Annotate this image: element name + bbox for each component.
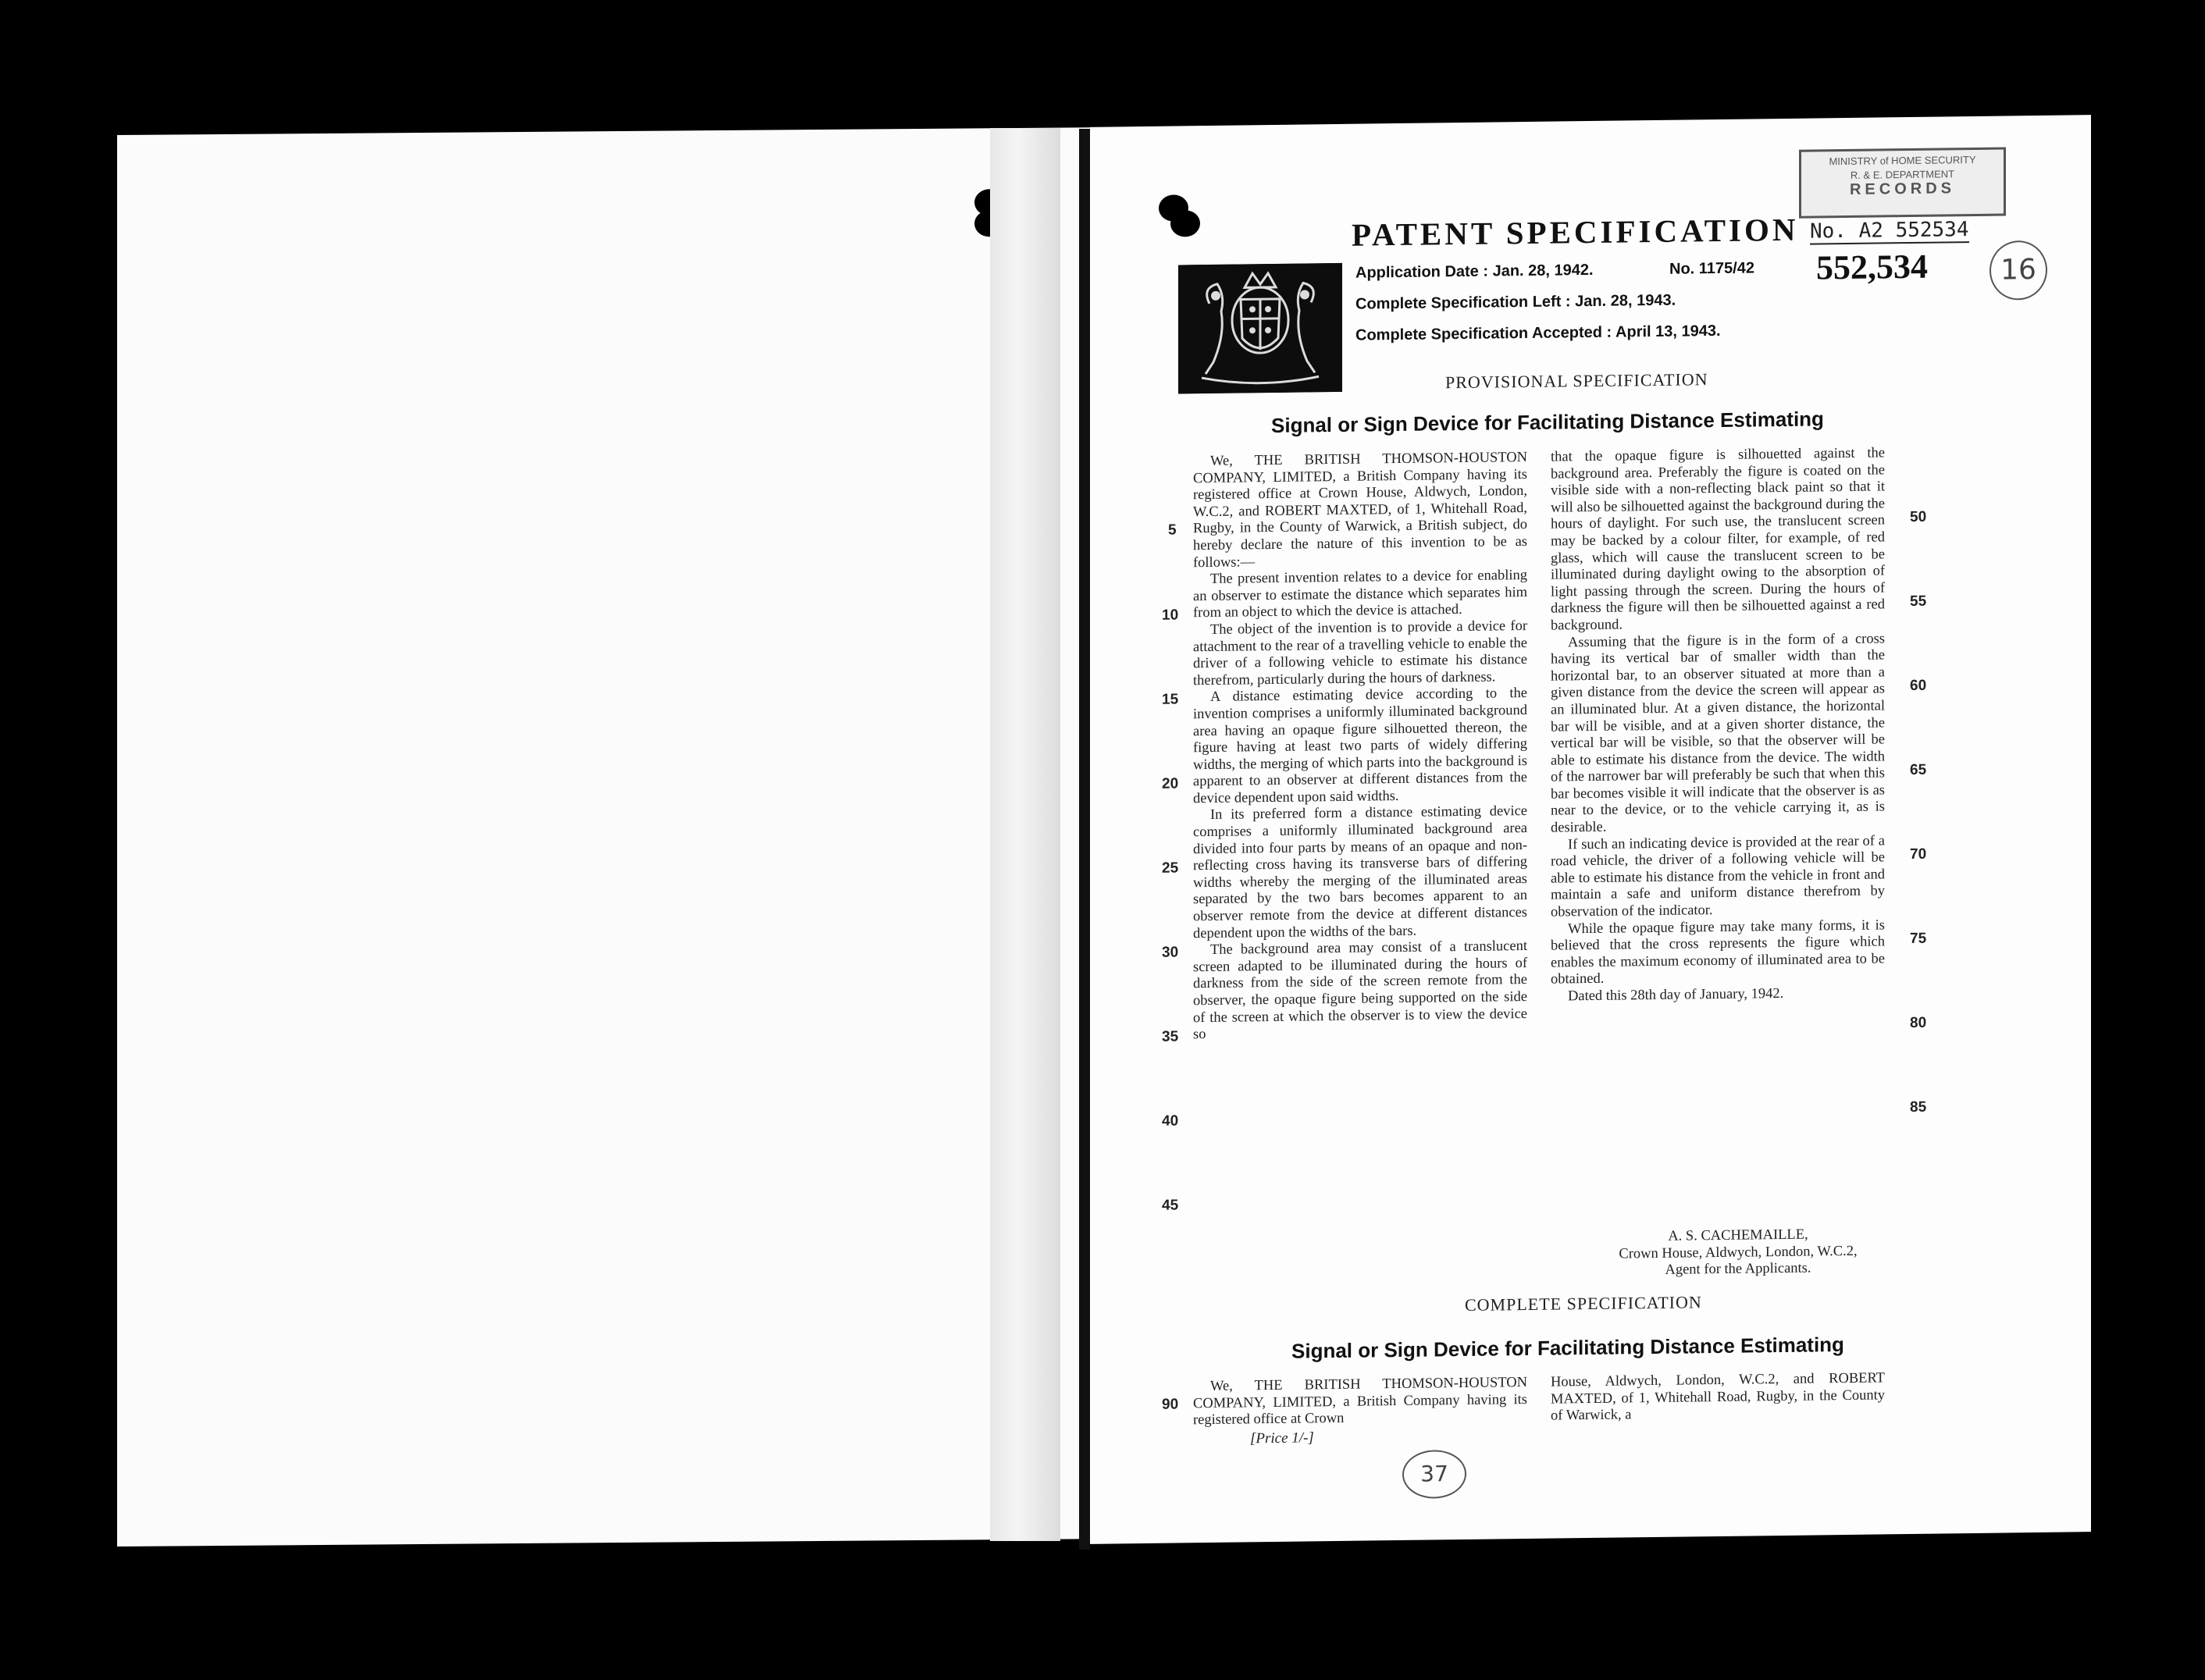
paragraph: We, THE BRITISH THOMSON-HOUSTON COMPANY, LIMITED, a British Company having its registered office at Crown [1193,1374,1527,1429]
paragraph: Assuming that the figure is in the form of a cross having its vertical bar of smaller width than the horizontal bar, to an observer situated at more than a given distance from the device the screen will appear as an illuminated blur. At a given distance, the horizontal bar will be visible, and at a given shorter distance, the vertical bar will be visible, so that the observer will be able to estimate his distance from the device. The width of the narrower bar will preferably be such that when this bar becomes visible it will indicate that the observer is as near to the device, or to the vehicle carrying it, as is desirable. [1551,630,1885,836]
complete-heading: COMPLETE SPECIFICATION [1465,1292,1702,1315]
left-blank-page [117,127,1120,1547]
paragraph: House, Aldwych, London, W.C.2, and ROBERT MAXTED, of 1, Whitehall Road, Rugby, in the County of Warwick, a [1551,1370,1885,1424]
handwritten-circle-16: 16 [1989,240,2047,301]
records-stamp [1799,148,2006,219]
line-number: 40 [1162,1112,1179,1130]
agent-signature [1574,1226,1902,1280]
paragraph: We, THE BRITISH THOMSON-HOUSTON COMPANY, LIMITED, a British Company having its registered office at Crown House, Aldwych, London, W.C.2, and ROBERT MAXTED, of 1, Whitehall Road, Rugby, in the County of Warwick, a British subject, do hereby declare the nature of this invention to be as follows:— [1193,449,1527,571]
line-number: 90 [1162,1396,1179,1413]
line-number: 85 [1910,1098,1927,1116]
provisional-heading: PROVISIONAL SPECIFICATION [1445,369,1708,393]
document-title: PATENT SPECIFICATION [1352,211,1799,253]
line-number: 70 [1910,845,1927,863]
patent-page [1090,115,2091,1544]
line-number: 75 [1910,930,1927,948]
provisional-left-column [1193,450,1527,1044]
handwritten-circle-37: 37 [1402,1450,1466,1499]
line-number: 55 [1910,593,1927,610]
patent-number: 552,534 [1816,247,1928,287]
line-number: 10 [1162,607,1179,624]
line-number: 15 [1162,691,1179,708]
complete-left-date: Complete Specification Left : Jan. 28, 1943. [1355,291,1676,313]
line-number: 5 [1168,521,1177,539]
line-number: 25 [1162,860,1179,877]
agent-role: Agent for the Applicants. [1665,1260,1811,1279]
page-fold-strip [990,128,1060,1541]
line-number: 20 [1162,775,1179,792]
stamp-line-1: MINISTRY of HOME SECURITY [1829,153,1976,168]
handwritten-number: No. A2 552534 [1810,218,1969,244]
punch-hole-bottom [1170,210,1200,237]
line-number: 80 [1910,1014,1927,1032]
line-number: 45 [1162,1197,1179,1214]
complete-left-column [1193,1375,1527,1429]
paragraph: The background area may consist of a translucent screen adapted to be illuminated during the hours of darkness from the side of the screen remote from the observer, the opaque figure being supported on the side of the screen at which the observer is to view the device so [1193,938,1527,1043]
paragraph: The object of the invention is to provide a device for attachment to the rear of a travelling vehicle to enable the driver of a following vehicle to estimate his distance therefrom, particularly during the hours of darkness. [1193,618,1527,689]
agent-name: A. S. CACHEMAILLE, [1668,1226,1808,1244]
complete-right-column [1551,1370,1885,1425]
paragraph: While the opaque figure may take many forms, it is believed that the cross represents the figure which enables the maximum economy of illuminated area to be obtained. [1551,917,1885,988]
line-number: 35 [1162,1028,1179,1045]
line-number: 50 [1910,508,1927,526]
application-date: Application Date : Jan. 28, 1942. [1355,261,1594,282]
line-number: 65 [1910,761,1927,779]
paragraph: that the opaque figure is silhouetted against the background area. Preferably the figure is coated on the visible side with a non-reflecting black paint so that it will also be silhouetted against the background during the hours of daylight. For such use, the translucent screen may be backed by a colour filter, for example, of red glass, which will cause the translucent screen to be illuminated during daylight owing to the absorption of light passing through the screen. During the hours of darkness the figure will then be silhouetted against a red background. [1551,445,1885,634]
price-label: [Price 1/-] [1250,1429,1314,1447]
paragraph: A distance estimating device according to the invention comprises a uniformly illuminated background area having an opaque figure silhouetted thereon, the figure having at least two parts of widely differing widths, the merging of which parts into the background is apparent to an observer at different distances from the device dependent upon said widths. [1193,685,1527,807]
royal-coat-of-arms-icon [1178,263,1342,394]
provisional-title: Signal or Sign Device for Facilitating Distance Estimating [1271,407,1824,437]
application-number: No. 1175/42 [1669,259,1754,278]
complete-accepted-date: Complete Specification Accepted : April 13, 1943. [1355,322,1721,344]
complete-title: Signal or Sign Device for Facilitating Distance Estimating [1291,1333,1844,1363]
book-gutter [1079,129,1090,1550]
stamp-line-2: R. & E. DEPARTMENT [1850,168,1955,181]
provisional-right-column [1551,445,1885,1006]
line-number: 30 [1162,944,1179,961]
date-line: Dated this 28th day of January, 1942. [1568,985,1784,1005]
stamp-line-3: RECORDS [1849,180,1955,198]
paragraph: In its preferred form a distance estimating device comprises a uniformly illuminated background area divided into four parts by means of an opaque and non-reflecting cross having its transverse bars of differing widths whereby the merging of the illuminated areas separated by the two bars becomes apparent to an observer remote from the device at different distances dependent upon the widths of the bars. [1193,803,1527,941]
paragraph: If such an indicating device is provided at the rear of a road vehicle, the driver of a following vehicle will be able to estimate his distance from the vehicle in front and maintain a safe and uniform distance therefrom by observation of the indicator. [1551,833,1885,920]
paragraph: The present invention relates to a device for enabling an observer to estimate the distance which separates him from an object to which the device is attached. [1193,568,1527,621]
agent-address: Crown House, Aldwych, London, W.C.2, [1619,1243,1858,1262]
line-number: 60 [1910,677,1927,695]
